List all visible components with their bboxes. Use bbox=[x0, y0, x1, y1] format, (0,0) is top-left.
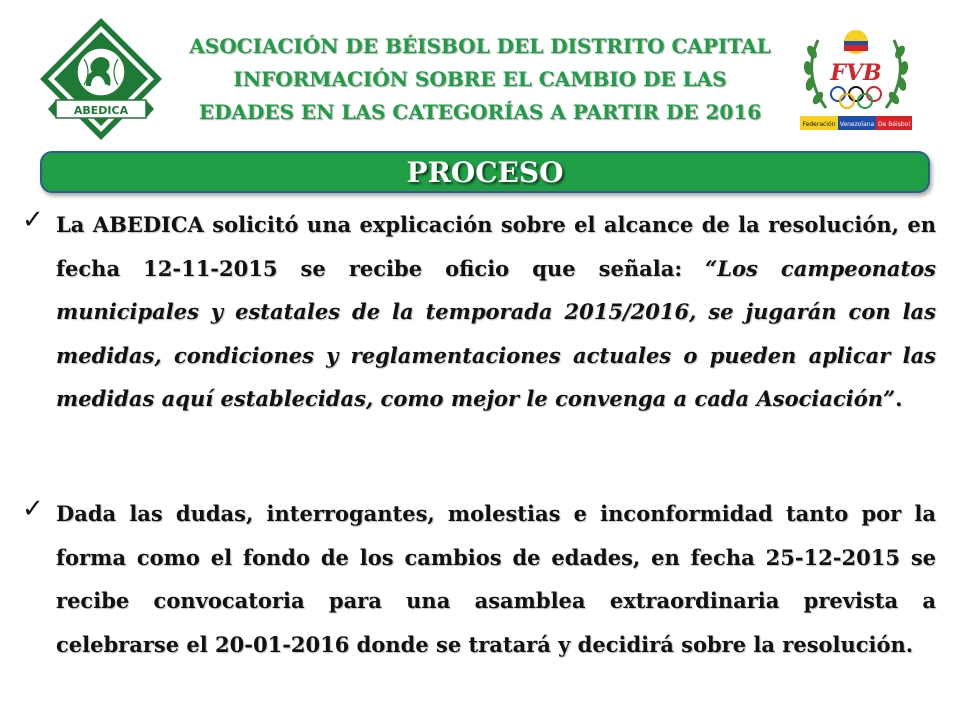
bullet-text-2: Dada las dudas, interrogantes, molestias e inconformidad tanto por la forma como el fondo de los cambios de edades, en fecha 25-12-2015 se recibe convocatoria para una asamblea extraordinaria prevista a celebrarse el 20-01-2016 donde se tratará y decidirá sobre la resolución. bbox=[56, 501, 936, 657]
fvb-logo-text: FVB bbox=[830, 60, 882, 86]
bullet-1-regular: La ABEDICA solicitó una explicación sobre el alcance de la resolución, en fecha 12-11-2015 se recibe oficio que señala: bbox=[56, 212, 936, 281]
bullet-item-2 bbox=[22, 492, 940, 666]
section-banner bbox=[40, 151, 930, 193]
checkmark-icon: ✓ bbox=[22, 494, 44, 524]
checkmark-icon: ✓ bbox=[22, 205, 44, 235]
title-line-3: EDADES EN LAS CATEGORÍAS A PARTIR DE 2016 bbox=[198, 100, 762, 124]
abedica-logo bbox=[36, 14, 166, 144]
abedica-logo-text: ABEDICA bbox=[73, 104, 129, 117]
title-line-2: INFORMACIÓN SOBRE EL CAMBIO DE LAS bbox=[233, 67, 727, 91]
bullet-1-end: . bbox=[895, 386, 903, 411]
bullet-text-1 bbox=[56, 203, 936, 421]
fvb-ribbon-1: Federación bbox=[802, 121, 836, 128]
page-title bbox=[170, 30, 790, 129]
fvb-ribbon-2: Venezolana bbox=[839, 121, 875, 128]
fvb-ribbon-3: De Béisbol bbox=[878, 121, 910, 128]
bullet-item-1 bbox=[22, 203, 940, 421]
section-title: PROCESO bbox=[406, 156, 564, 189]
title-line-1: ASOCIACIÓN DE BÉISBOL DEL DISTRITO CAPITAL bbox=[189, 34, 771, 58]
fvb-logo bbox=[796, 20, 916, 150]
bullet-1-quote: “Los campeonatos municipales y estatales de la temporada 2015/2016, se jugarán con las medidas, condiciones y reglamentaciones actuales o pueden aplicar las medidas aquí establecidas, como mejor le convenga a cada Asociación” bbox=[56, 255, 937, 411]
